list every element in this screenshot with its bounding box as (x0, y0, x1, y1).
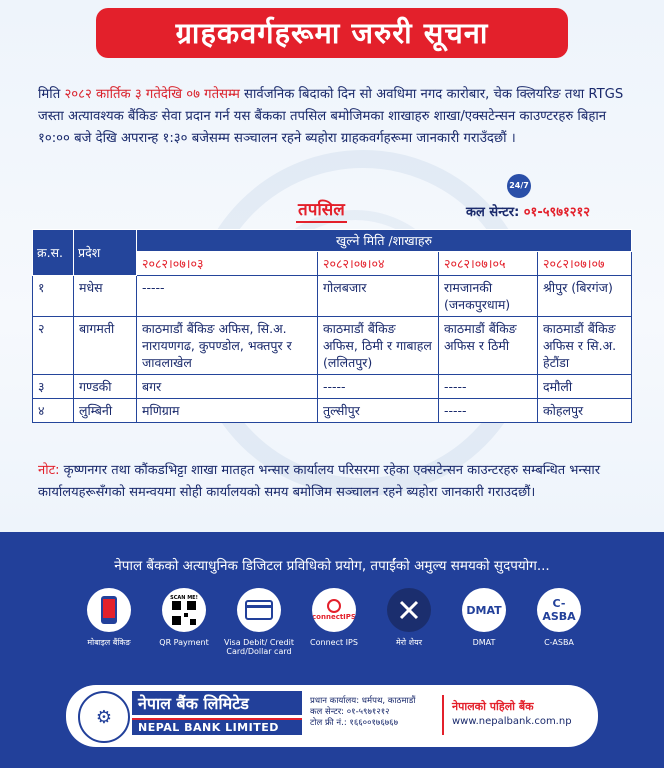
col-province: प्रदेश (74, 230, 137, 276)
table-row: १ मधेस ----- गोलबजार रामजानकी (जनकपुरधाम) श्रीपुर (बिरगंज) (33, 276, 632, 317)
service-connect-ips[interactable]: connectIPS Connect IPS (299, 588, 369, 647)
date-header: २०८२।०७।०४ (318, 252, 439, 276)
card-icon (237, 588, 281, 632)
notice-date-range: २०८२ कार्तिक ३ गतेदेखि ०७ गतेसम्म (64, 87, 240, 102)
service-mobile-banking[interactable]: मोबाइल बैंकिङ (74, 588, 144, 647)
qr-icon: SCAN ME! (162, 588, 206, 632)
divider (442, 695, 444, 735)
badge-247-icon: 24/7 (507, 174, 531, 198)
meroshare-icon (387, 588, 431, 632)
phone-icon (87, 588, 131, 632)
note-text: नोट: कृष्णनगर तथा कौंकडभिट्टा शाखा मातहत भन्सार कार्यालय परिसरमा रहेका एक्सटेन्सन काउन्टरहरु सम्बन्धित भन्सार कार्यालयहरूसँगको समन्वयमा सोही कार्यालयको समय बमोजिम सञ्चालन रहने ब्यहोरा जानकारी गराउदछौं। (38, 463, 601, 500)
digital-tagline: नेपाल बैंकको अत्याधुनिक डिजिटल प्रविधिको प्रयोग, तपाईंको अमुल्य समयको सुदपयोग... (114, 558, 550, 574)
first-bank-slogan: नेपालको पहिलो बैंक (452, 700, 534, 713)
table-row: ३ गण्डकी बगर ----- ----- दमौली (33, 375, 632, 399)
call-center: कल सेन्टर: ०१-५९७१२१२ (466, 205, 591, 220)
dmat-icon: DMAT (462, 588, 506, 632)
service-dmat[interactable]: DMAT DMAT (449, 588, 519, 647)
note-label: नोट: (38, 463, 60, 478)
col-sn: क्र.स. (33, 230, 74, 276)
date-header: २०८२।०७।०५ (439, 252, 538, 276)
table-row: २ बागमती काठमाडौं बैंकिङ अफिस, सि.अ. नारायणगढ, कुपण्डोल, भक्तपुर र जावलाखेल काठमाडौं बैंकिङ अफिस, ठिमी र गाबाहल (ललितपुर) काठमाडौं बैंकिङ अफिस र ठिमी काठमाडौं बैंकिङ अफिस र सि.अ. हेटौंडा (33, 317, 632, 375)
call-center-number: ०१-५९७१२१२ (523, 205, 591, 220)
service-cards[interactable]: Visa Debit/ Credit Card/Dollar card (224, 588, 294, 656)
table-row: ४ लुम्बिनी मणिग्राम तुल्सीपुर ----- कोहलपुर (33, 399, 632, 423)
bank-name-np: नेपाल बैंक लिमिटेड (132, 691, 302, 715)
date-header: २०८२।०७।०७ (538, 252, 632, 276)
branch-schedule-table (32, 229, 632, 423)
connectips-icon: connectIPS (312, 588, 356, 632)
service-qr-payment[interactable]: SCAN ME! QR Payment (149, 588, 219, 647)
bank-logo-icon: ⚙ (78, 691, 130, 743)
date-header: २०८२।०७।०३ (137, 252, 318, 276)
section-title: तपसिल (296, 199, 347, 223)
col-group: खुल्ने मिति /शाखाहरु (137, 230, 632, 252)
service-casba[interactable]: C-ASBA C-ASBA (524, 588, 594, 647)
contact-info: प्रधान कार्यालय: धर्मपथ, काठमाडौं कल सेन्टर: ०१-५९७१२१२ टोल फ्री नं.: १६६००१७६७६७ (310, 696, 416, 728)
casba-icon: C-ASBA (537, 588, 581, 632)
notice-banner: ग्राहकवर्गहरूमा जरुरी सूचना (96, 8, 568, 58)
footer-card (66, 685, 598, 747)
website-link[interactable]: www.nepalbank.com.np (452, 716, 572, 727)
notice-text: मिति २०८२ कार्तिक ३ गतेदेखि ०७ गतेसम्म सार्वजनिक बिदाको दिन सो अवधिमा नगद कारोबार, चेक क्लियरिङ तथा RTGS जस्ता अत्यावश्यक बैंकिङ सेवा प्रदान गर्न यस बैंकका तपसिल बमोजिमका शाखाहरु शाखा/एक्सटेन्सन काउण्टरहरु बिहान १०:०० बजे देखि अपरान्ह १:३० बजेसम्म सञ्चालन रहने ब्यहोरा ग्राहकवर्गहरूमा जानकारी गराउँदछौं । (38, 87, 624, 146)
bank-name (132, 691, 302, 735)
bank-name-en: NEPAL BANK LIMITED (132, 718, 302, 735)
service-mero-share[interactable]: मेरो शेयर (374, 588, 444, 647)
